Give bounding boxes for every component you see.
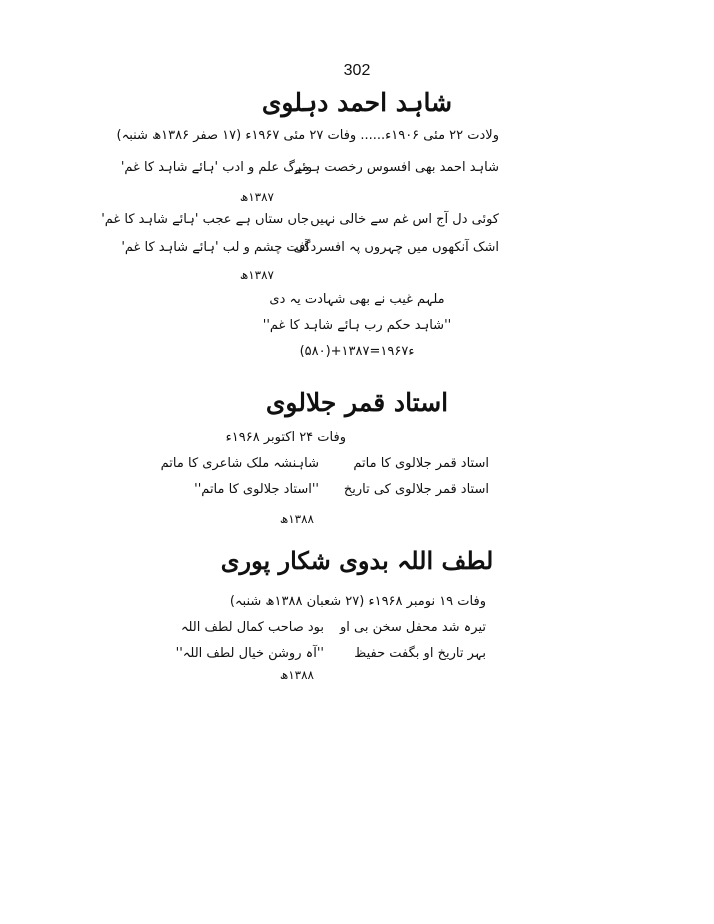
verse-2-left: ''آہ روشن خیال لطف اللہ'' xyxy=(175,646,324,661)
year-calculation: (۵۸۰)+۱۳۸۷=۱۹۶۷ء xyxy=(299,344,415,359)
verse-1-left: شاہنشہ ملک شاعری کا ماتم xyxy=(160,456,319,471)
page-number: 302 xyxy=(343,62,371,79)
verse-2-left: جاں ستاں ہے عجب 'ہائے شاہد کا غم' xyxy=(101,212,309,227)
couplet-line-2: ''شاہد حکم رب ہائے شاہد کا غم'' xyxy=(262,318,452,333)
year-label: ۱۳۸۸ھ xyxy=(279,668,314,682)
year-label: ۱۳۸۷ھ xyxy=(239,190,274,204)
dates-lutfullah-badvi: وفات ۱۹ نومبر ۱۹۶۸ء (۲۷ شعبان ۱۳۸۸ھ شنبہ) xyxy=(229,594,486,609)
verse-3-right: اشک آنکھوں میں چہروں پہ افسردگی xyxy=(293,240,499,255)
section-heading-lutfullah-badvi: لطف اللہ بدوی شکار پوری xyxy=(220,546,494,575)
section-heading-qamar-jalalvi: استاد قمر جلالوی xyxy=(265,388,449,417)
year-label: ۱۳۸۸ھ xyxy=(279,512,314,526)
verse-1-right: شاہد احمد بھی افسوس رخصت ہوئے xyxy=(294,160,499,175)
section-heading-shahid-ahmad: شاہد احمد دہلوی xyxy=(261,88,453,117)
dates-shahid-ahmad: ولادت ۲۲ مئی ۱۹۰۶ء...... وفات ۲۷ مئی ۱۹۶۷ء (۱۷ صفر ۱۳۸۶ھ شنبہ) xyxy=(116,128,499,143)
verse-1-left: مرگ علم و ادب 'ہائے شاہد کا غم' xyxy=(120,160,309,175)
verse-2-right: کوئی دل آج اس غم سے خالی نہیں xyxy=(310,212,499,227)
verse-1-right: استاد قمر جلالوی کا ماتم xyxy=(353,456,489,471)
couplet-line-1: ملہم غیب نے بھی شہادت یہ دی xyxy=(269,292,445,307)
verse-3-left: آفت چشم و لب 'ہائے شاہد کا غم' xyxy=(121,240,309,255)
dates-qamar-jalalvi: وفات ۲۴ اکتوبر ۱۹۶۸ء xyxy=(225,430,346,445)
verse-2-left: ''استاد جلالوی کا ماتم'' xyxy=(194,482,319,497)
verse-1-right: تیرہ شد محفل سخن بی او xyxy=(339,620,486,635)
year-label: ۱۳۸۷ھ xyxy=(239,268,274,282)
verse-2-right: استاد قمر جلالوی کی تاریخ xyxy=(343,482,489,497)
verse-1-left: بود صاحب کمال لطف اللہ xyxy=(180,620,324,635)
verse-2-right: بہر تاریخ او بگفت حفیظ xyxy=(354,646,486,661)
